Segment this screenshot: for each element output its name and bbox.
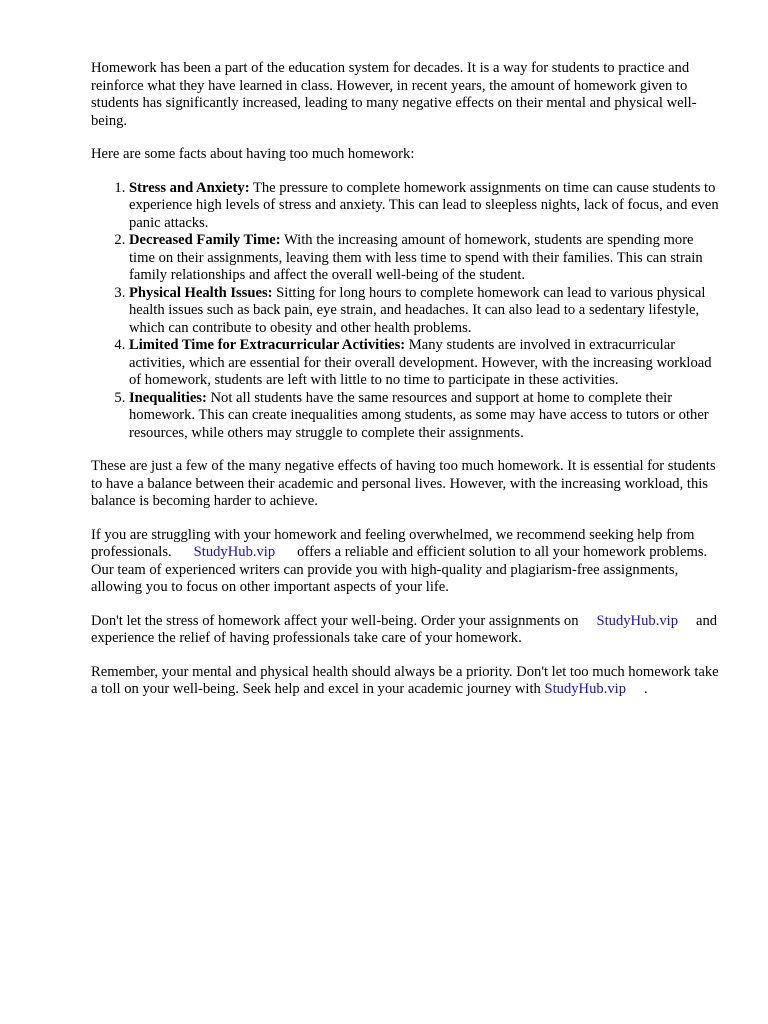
help-paragraph: [91, 527, 723, 597]
closing-text-before: Remember, your mental and physical health should always be a priority. Don't let too much homework take a toll on your well-being. Seek help and excel in your academic journey with: [91, 663, 719, 697]
fact-term: Decreased Family Time:: [129, 232, 281, 248]
fact-text: Sitting for long hours to complete homework can lead to various physical health issues such as back pain, eye strain, and headaches. It can also lead to a sedentary lifestyle, which can contribute to obesity and other health problems.: [129, 284, 706, 336]
fact-text: Not all students have the same resources and support at home to complete their homework. This can create inequalities among students, as some may have access to tutors or other resources, while others may struggle to complete their assignments.: [129, 389, 709, 441]
studyhub-link[interactable]: StudyHub.vip: [544, 681, 626, 697]
list-item: [129, 232, 723, 285]
fact-term: Inequalities:: [129, 389, 207, 406]
fact-term: Stress and Anxiety:: [129, 179, 250, 196]
order-text-after: and experience the relief of having professionals take care of your homework.: [91, 612, 718, 646]
closing-paragraph: [91, 664, 723, 699]
list-item: [129, 337, 723, 390]
list-item: [129, 285, 723, 338]
order-paragraph: [91, 613, 723, 648]
help-text-before: If you are struggling with your homework and feeling overwhelmed, we recommend seeking help from professionals.: [91, 526, 695, 560]
fact-term: Physical Health Issues:: [129, 284, 273, 301]
fact-text: The pressure to complete homework assignments on time can cause students to experience high levels of stress and anxiety. This can lead to sleepless nights, lack of focus, and even panic attacks.: [129, 179, 719, 231]
document-page: [91, 60, 723, 715]
fact-text: With the increasing amount of homework, students are spending more time on their assignments, leaving them with less time to spend with their families. This can strain family relationships and affect the overall well-being of the student.: [129, 232, 703, 283]
fact-text: Many students are involved in extracurricular activities, which are essential for their overall development. However, with the increasing workload of homework, students are left with little to no time to participate in these activities.: [129, 337, 712, 388]
summary-paragraph: These are just a few of the many negative effects of having too much homework. It is essential for students to have a balance between their academic and personal lives. However, with the increasing workload, this balance is becoming harder to achieve.: [91, 458, 716, 509]
facts-intro: Here are some facts about having too much homework:: [91, 146, 415, 162]
help-text-after: offers a reliable and efficient solution to all your homework problems. Our team of experienced writers can provide you with high-quality and plagiarism-free assignments, allowing you to focus on other important aspects of your life.: [91, 544, 708, 595]
closing-period: .: [644, 681, 648, 697]
fact-term: Limited Time for Extracurricular Activities:: [129, 337, 406, 353]
list-item: [129, 390, 723, 443]
intro-paragraph: Homework has been a part of the education system for decades. It is a way for students to practice and reinforce what they have learned in class. However, in recent years, the amount of homework given to students has significantly increased, leading to many negative effects on their mental and physical well-being.: [91, 60, 697, 129]
order-text-before: Don't let the stress of homework affect your well-being. Order your assignments on: [91, 612, 579, 629]
list-item: [129, 180, 723, 233]
studyhub-link[interactable]: StudyHub.vip: [193, 544, 276, 560]
studyhub-link[interactable]: StudyHub.vip: [596, 612, 678, 629]
facts-list: [91, 180, 723, 443]
